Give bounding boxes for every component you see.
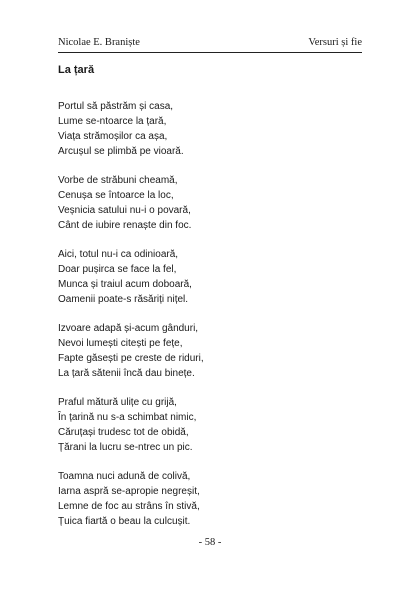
poem-line: Munca și traiul acum doboară,: [58, 279, 192, 290]
poem-line: Portul să păstrăm și casa,: [58, 101, 174, 112]
header-book-title: Versuri și fie: [308, 37, 362, 48]
poem-stanza: [58, 173, 368, 233]
poem-line: Vorbe de străbuni cheamă,: [58, 175, 178, 186]
poem-line: Veșnicia satului nu-i o povară,: [58, 205, 191, 216]
poem-stanza: [58, 395, 368, 455]
poem-title: La țară: [58, 64, 95, 76]
poem-stanza: [58, 469, 368, 529]
poem-line: Arcușul se plimbă pe vioară.: [58, 146, 184, 157]
poem-line: Țărani la lucru se-ntrec un pic.: [58, 442, 193, 453]
poem-body: [58, 99, 368, 543]
poem-line: Viața strămoșilor ca așa,: [58, 131, 168, 142]
poem-line: Cenușa se întoarce la loc,: [58, 190, 174, 201]
poem-line: La țară sătenii încă dau binețe.: [58, 368, 195, 379]
poem-line: Lume se-ntoarce la țară,: [58, 116, 167, 127]
poem-line: Căruțași trudesc tot de obidă,: [58, 427, 189, 438]
poem-line: Toamna nuci adună de colivă,: [58, 471, 191, 482]
poem-line: Oamenii poate-s răsăriți nițel.: [58, 294, 189, 305]
poem-line: Aici, totul nu-i ca odinioară,: [58, 249, 179, 260]
poem-stanza: [58, 99, 368, 159]
poem-line: În țarină nu s-a schimbat nimic,: [58, 412, 197, 423]
poem-line: Lemne de foc au strâns în stivă,: [58, 501, 200, 512]
page-number: - 58 -: [198, 537, 222, 548]
poem-stanza: [58, 247, 368, 307]
header-author: Nicolae E. Braniște: [58, 37, 140, 48]
running-header: [58, 36, 362, 53]
poem-line: Țuica fiartă o beau la culcușit.: [58, 516, 191, 527]
poem-line: Doar pușirca se face la fel,: [58, 264, 177, 275]
poem-line: Nevoi lumești citești pe fețe,: [58, 338, 183, 349]
poem-line: Cânt de iubire renaște din foc.: [58, 220, 192, 231]
poem-line: Izvoare adapă și-acum gânduri,: [58, 323, 199, 334]
poem-line: Fapte găsești pe creste de riduri,: [58, 353, 204, 364]
poem-line: Iarna aspră se-apropie negreșit,: [58, 486, 200, 497]
poem-stanza: [58, 321, 368, 381]
poem-line: Praful mătură ulițe cu grijă,: [58, 397, 177, 408]
